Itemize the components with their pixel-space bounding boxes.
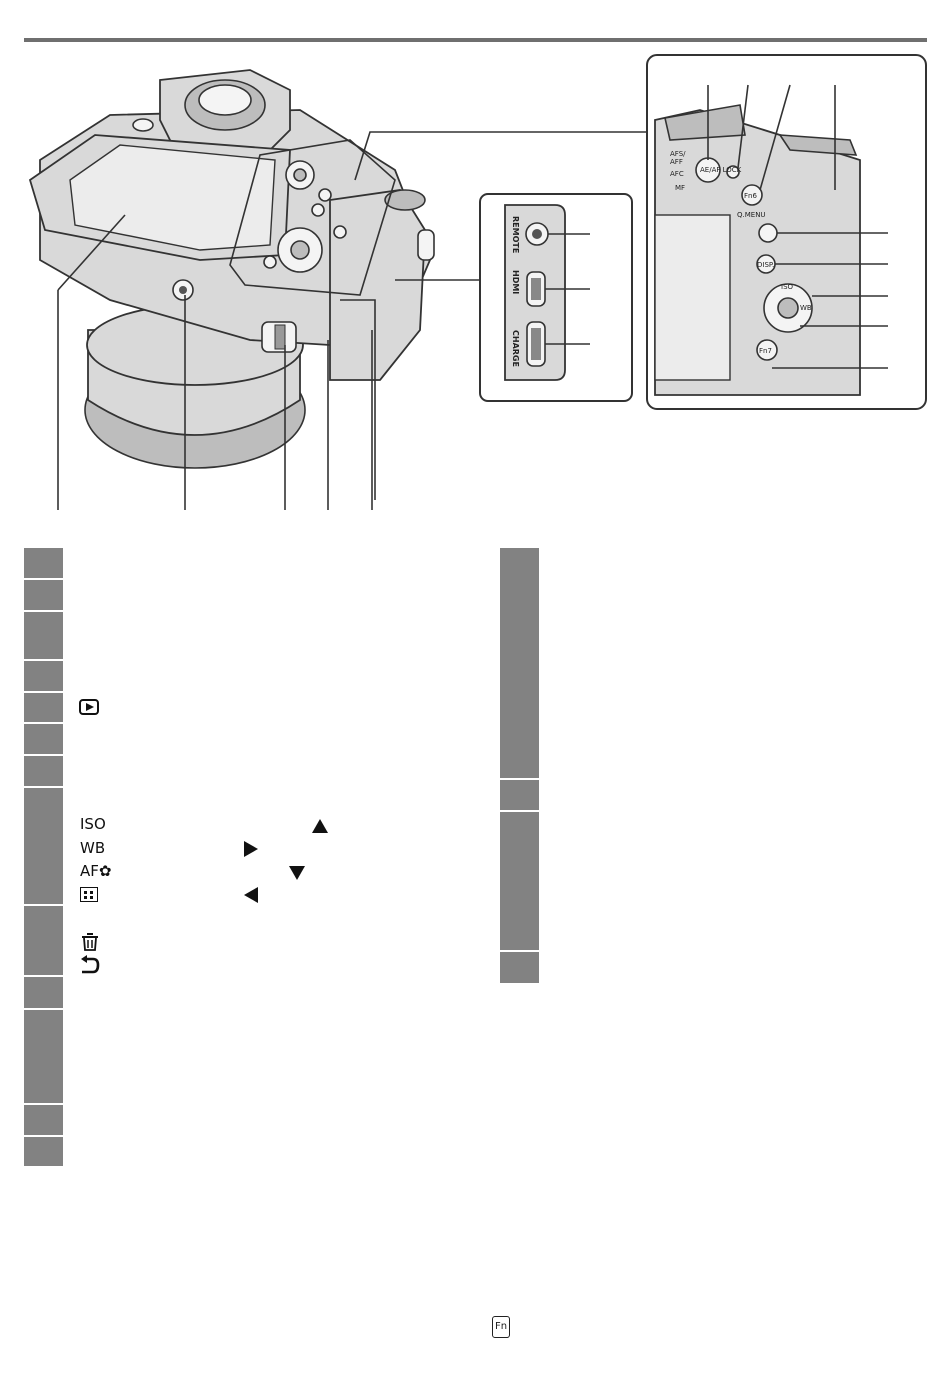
legend-divider <box>24 659 63 661</box>
camera-illustration <box>0 0 950 520</box>
legend-divider <box>24 1103 63 1105</box>
legend-divider <box>24 691 63 693</box>
legend-divider <box>500 950 539 952</box>
legend-divider <box>24 786 63 788</box>
legend-number-column-right <box>500 548 539 983</box>
legend-divider <box>500 810 539 812</box>
qmenu-label: Q.MENU <box>737 211 766 219</box>
disp-label: DISP. <box>757 261 775 269</box>
back-icon <box>79 955 101 975</box>
port-hdmi-label: HDMI <box>511 270 520 295</box>
legend-divider <box>24 722 63 724</box>
cursor-down-icon <box>289 866 305 880</box>
iso-button-label: ISO <box>781 283 794 291</box>
legend-divider <box>24 754 63 756</box>
legend-divider <box>24 904 63 906</box>
drive-mode-icon <box>80 887 98 902</box>
port-usb-label: CHARGE <box>511 330 520 367</box>
legend-divider <box>24 1008 63 1010</box>
fn7-label: Fn7 <box>759 347 772 355</box>
af-mode-aff: AFF <box>670 158 683 166</box>
legend-iso-label: ISO <box>80 815 106 833</box>
af-mode-afc: AFC <box>670 170 684 178</box>
wb-button-label: WB <box>800 304 812 312</box>
legend-divider <box>24 610 63 612</box>
legend-af-label: AF✿ <box>80 862 112 880</box>
af-mode-afs: AFS/ <box>670 150 686 158</box>
legend-divider <box>24 578 63 580</box>
port-remote-label: REMOTE <box>511 216 520 254</box>
af-mode-mf: MF <box>675 184 686 192</box>
ae-af-lock-label: AE/AF LOCK <box>700 166 742 174</box>
port-panel <box>480 194 632 401</box>
detail-panel <box>647 55 926 409</box>
legend-divider <box>500 778 539 780</box>
cursor-up-icon <box>312 819 328 833</box>
cursor-right-icon <box>244 841 258 857</box>
delete-icon <box>80 933 100 951</box>
cursor-left-icon <box>244 887 258 903</box>
legend-number-column-left <box>24 548 63 1166</box>
legend-divider <box>24 1135 63 1137</box>
legend-wb-label: WB <box>80 839 106 857</box>
fn-button-icon: Fn <box>492 1316 510 1338</box>
legend-divider <box>24 975 63 977</box>
playback-icon <box>79 699 99 715</box>
fn6-label: Fn6 <box>744 192 757 200</box>
